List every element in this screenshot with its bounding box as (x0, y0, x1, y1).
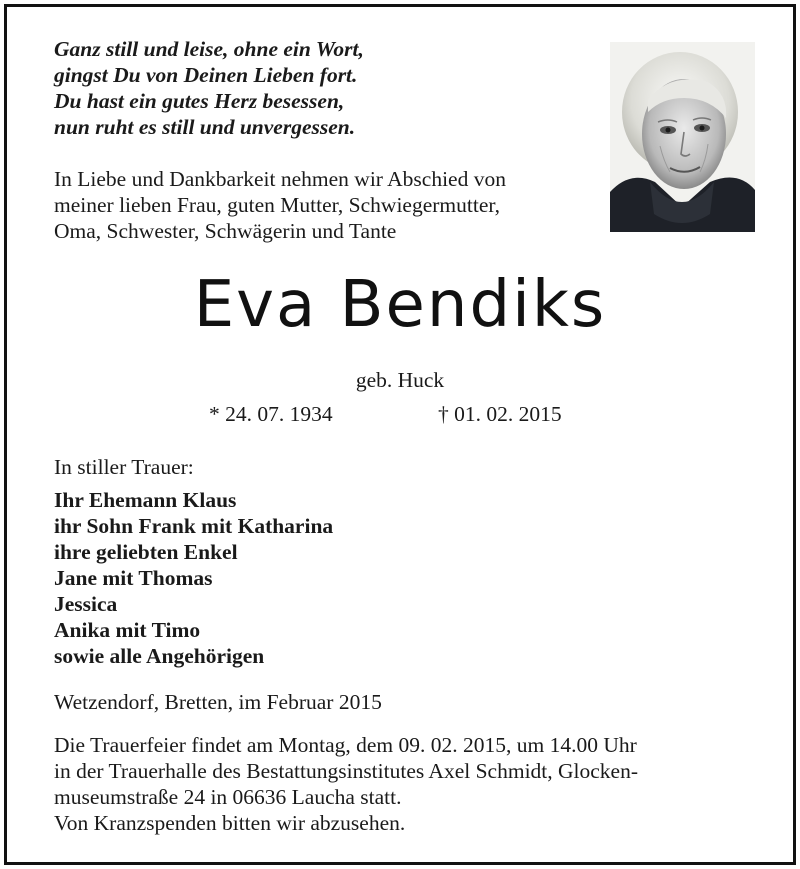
poem-line: nun ruht es still und unvergessen. (54, 115, 356, 139)
birth-name: geb. Huck (355, 368, 445, 392)
poem-line: Ganz still und leise, ohne ein Wort, (54, 37, 364, 61)
birth-date: * 24. 07. 1934 (209, 402, 333, 426)
mourner-item: Ihr Ehemann Klaus (54, 488, 237, 512)
mourning-label: In stiller Trauer: (54, 455, 194, 479)
mourner-item: Jessica (54, 592, 118, 616)
mourner-item: Jane mit Thomas (54, 566, 213, 590)
poem-line: gingst Du von Deinen Lieben fort. (54, 63, 358, 87)
deceased-name: Eva Bendiks (193, 268, 607, 342)
mourner-item: ihre geliebten Enkel (54, 540, 238, 564)
mourners-list (54, 487, 333, 669)
death-date: † 01. 02. 2015 (438, 402, 562, 426)
intro-text (54, 166, 506, 244)
poem-line: Du hast ein gutes Herz besessen, (54, 89, 345, 113)
intro-line: In Liebe und Dankbarkeit nehmen wir Abschied von (54, 167, 506, 191)
funeral-notice (54, 732, 638, 836)
intro-line: meiner lieben Frau, guten Mutter, Schwiegermutter, (54, 193, 501, 217)
intro-line: Oma, Schwester, Schwägerin und Tante (54, 219, 397, 243)
portrait-photo (610, 42, 755, 232)
notice-line: in der Trauerhalle des Bestattungsinstitutes Axel Schmidt, Glocken- (54, 759, 639, 783)
poem (54, 36, 364, 140)
mourner-item: ihr Sohn Frank mit Katharina (54, 514, 334, 538)
mourner-item: Anika mit Timo (54, 618, 201, 642)
notice-line: Von Kranzspenden bitten wir abzusehen. (54, 811, 406, 835)
notice-line: museumstraße 24 in 06636 Laucha statt. (54, 785, 402, 809)
place-and-date: Wetzendorf, Bretten, im Februar 2015 (54, 690, 382, 714)
notice-line: Die Trauerfeier findet am Montag, dem 09. 02. 2015, um 14.00 Uhr (54, 733, 637, 757)
mourner-item: sowie alle Angehörigen (54, 644, 265, 668)
